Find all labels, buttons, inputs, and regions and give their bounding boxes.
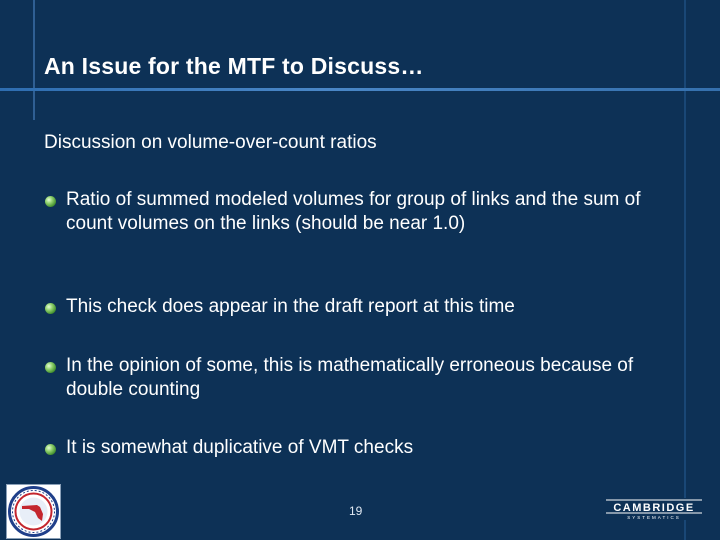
cambridge-systematics-logo — [606, 498, 702, 520]
slide-title: An Issue for the MTF to Discuss… — [44, 53, 424, 79]
logo-subtext: SYSTEMATICS — [627, 515, 681, 520]
bullet-dot-icon — [45, 303, 56, 314]
slide-subtitle: Discussion on volume-over-count ratios — [44, 132, 377, 153]
bullet-text: This check does appear in the draft report at this time — [66, 296, 515, 317]
bullet-text: It is somewhat duplicative of VMT checks — [66, 437, 414, 458]
bullet-item — [45, 436, 676, 460]
bullet-dot-icon — [45, 444, 56, 455]
bullet-text: Ratio of summed modeled volumes for group of links and the sum of count volumes on the links (should be near 1.0) — [66, 189, 641, 234]
bullet-dot-icon — [45, 362, 56, 373]
logo-wordmark: CAMBRIDGE — [613, 502, 695, 514]
bullet-text: In the opinion of some, this is mathematically erroneous because of double counting — [66, 355, 634, 400]
fdot-seal-logo-icon — [6, 484, 61, 539]
page-number: 19 — [349, 504, 363, 518]
bullet-dot-icon — [45, 196, 56, 207]
bullet-item — [45, 354, 676, 402]
bullet-item — [45, 188, 676, 236]
bullet-item — [45, 295, 676, 319]
